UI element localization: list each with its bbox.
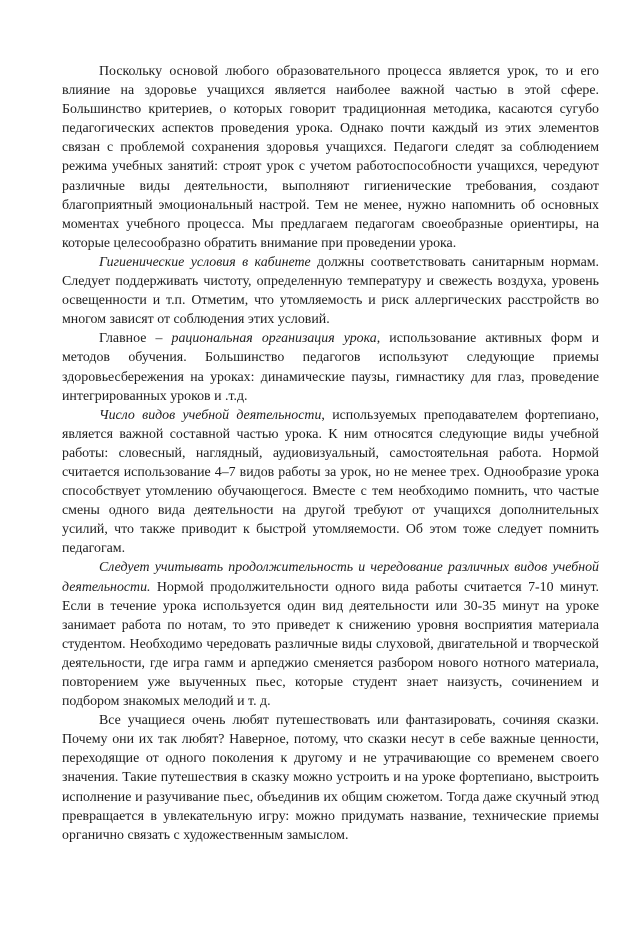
paragraph-lesson-organization <box>62 329 599 405</box>
paragraph-text: , используемых преподавателем фортепиано, является важной составной частью урока. К ним относятся следующие виды учебной работы: словесный, наглядный, аудиовизуальный, самостоятельная работа. Нормой считается использование 4–7 видов работы за урок, но не менее трех. Однообразие урока способствует утомлению обучающегося. Вместе с тем необходимо помнить, что частые смены одного вида деятельности на другой требуют от учащихся дополнительных усилий, что также приводит к быстрой утомляемости. Об этом тоже следует помнить педагогам. <box>62 407 599 557</box>
paragraph-text: Поскольку основой любого образовательного процесса является урок, то и его влияние на здоровье учащихся является наиболее важной частью в этой сфере. Большинство критериев, о которых говорит традиционная методика, касаются сугубо педагогических аспектов проведения урока. Однако почти каждый из этих элементов связан с проблемой сохранения здоровья учащихся. Педагоги следят за соблюдением режима учебных занятий: строят урок с учетом работоспособности учащихся, чередуют различные виды деятельности, выполняют гигиенические требования, создают благоприятный эмоциональный настрой. Тем не менее, нужно напомнить об основных моментах учебного процесса. Мы предлагаем педагогам своеобразные ориентиры, на которые целесообразно обратить внимание при проведении урока. <box>62 64 599 251</box>
italic-phrase: Следует учитывать продолжительность и чередование различных видов учебной деятельности. <box>62 560 599 595</box>
italic-phrase: Число видов учебной деятельности <box>99 407 322 423</box>
paragraph-text: Главное – <box>99 331 172 347</box>
paragraph-text: Все учащиеся очень любят путешествовать или фантазировать, сочиняя сказки. Почему они их так любят? Наверное, потому, что сказки несут в себе важные ценности, переходящие от одного поколения к другому и не утрачивающие со временем своего значения. Такие путешествия в сказку можно устроить и на уроке фортепиано, выстроить исполнение и разучивание пьес, объединив их общим сюжетом. Тогда даже скучный этюд превращается в увлекательную игру: можно придумать название, технические приемы органично связать с художественным замыслом. <box>62 713 599 843</box>
paragraph-text: , использование активных форм и методов обучения. Большинство педагогов используют следующие приемы здоровьесбережения на уроках: динамические паузы, гимнастику для глаз, проведение интегрированных уроков и .т.д. <box>62 331 600 404</box>
italic-phrase: рациональная организация урока <box>171 331 377 347</box>
paragraph-fairy-tales <box>62 711 599 845</box>
italic-phrase: Гигиенические условия в кабинете <box>99 254 311 270</box>
paragraph-activity-count <box>62 406 599 559</box>
paragraph-hygiene-conditions <box>62 253 599 329</box>
paragraph-text: должны соответствовать санитарным нормам. Следует поддерживать чистоту, определенную температуру и свежесть воздуха, уровень освещенности и т.п. Отметим, что утомляемость и риск аллергических расстройств во многом зависят от соблюдения этих условий. <box>62 254 599 328</box>
paragraph-lesson-health <box>62 62 599 253</box>
document-page <box>62 62 599 845</box>
paragraph-text: Нормой продолжительности одного вида работы считается 7-10 минут. Если в течение урока используется один вид деятельности или 30-35 минут на уроке занимает работа по нотам, то это приведет к снижению уровня восприятия материала студентом. Необходимо чередовать различные виды слуховой, двигательной и творческой деятельности, где игра гамм и арпеджио сменяется разбором нового нотного материала, повторением уже выученных пьес, которые студент знает наизусть, сочинением и подбором знакомых мелодий и т. д. <box>62 579 599 710</box>
paragraph-activity-duration <box>62 558 599 711</box>
